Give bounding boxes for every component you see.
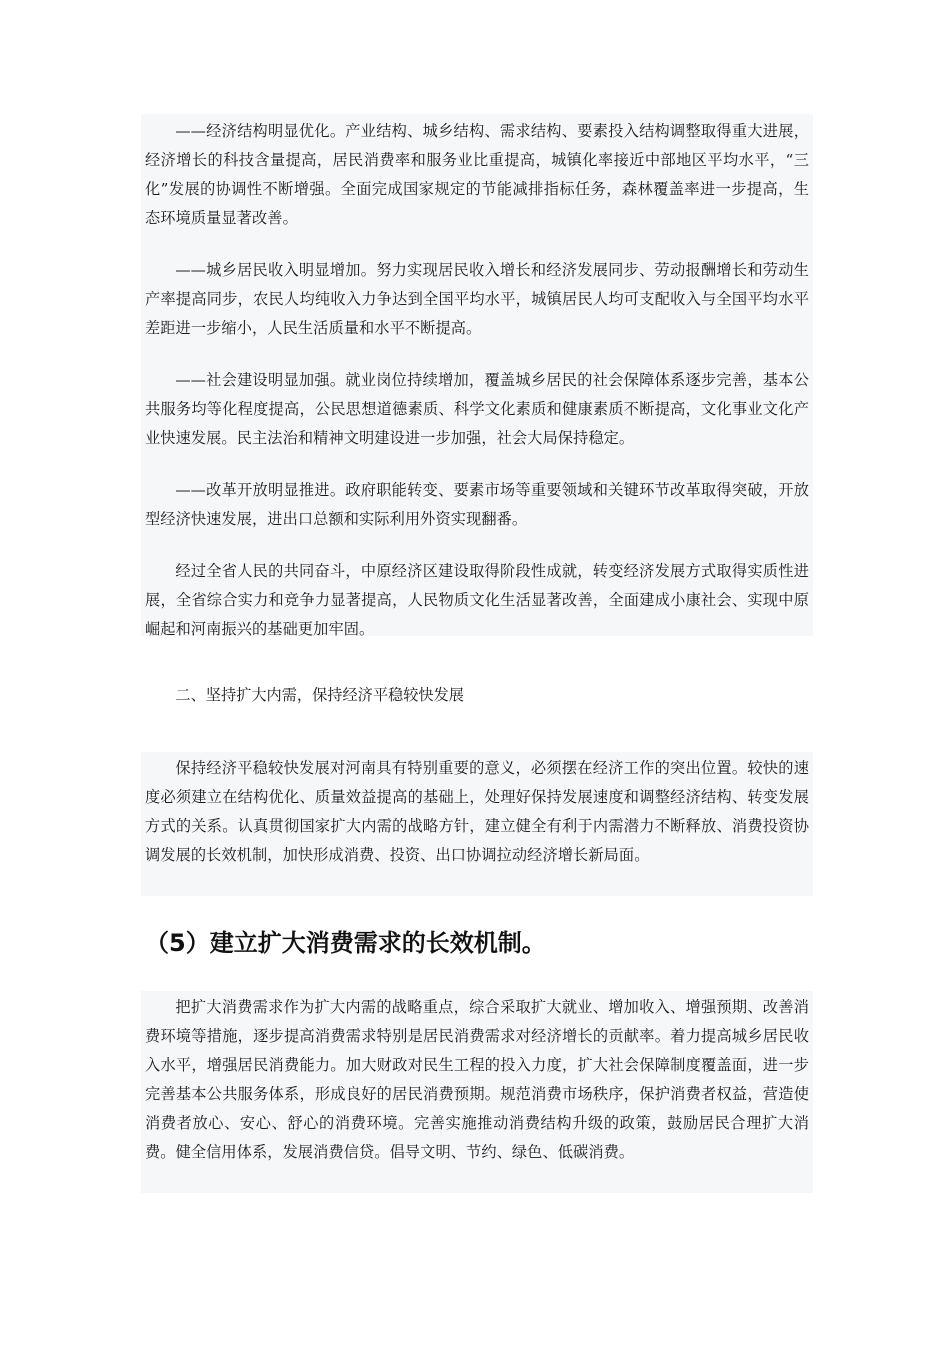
paragraph-social-construction: ——社会建设明显加强。就业岗位持续增加，覆盖城乡居民的社会保障体系逐步完善，基本公共服务均等化程度提高，公民思想道德素质、科学文化素质和健康素质不断提高，文化事业文化产业快速发展。民主法治和精神文明建设进一步加强，社会大局保持稳定。 xyxy=(145,371,809,447)
sub-heading-consumption: （5）建立扩大消费需求的长效机制。 xyxy=(145,929,546,957)
paragraph-summary: 经过全省人民的共同奋斗，中原经济区建设取得阶段性成就，转变经济发展方式取得实质性进展，全省综合实力和竞争力显著提高，人民物质文化生活显著改善，全面建成小康社会、实现中原崛起和河南振兴的基础更加牢固。 xyxy=(145,562,809,638)
paragraph-income-increase: ——城乡居民收入明显增加。努力实现居民收入增长和经济发展同步、劳动报酬增长和劳动生产率提高同步，农民人均纯收入力争达到全国平均水平，城镇居民人均可支配收入与全国平均水平差距进一步缩小，人民生活质量和水平不断提高。 xyxy=(145,261,809,337)
paragraph-reform-opening: ——改革开放明显推进。政府职能转变、要素市场等重要领域和关键环节改革取得突破，开放型经济快速发展，进出口总额和实际利用外资实现翻番。 xyxy=(145,481,809,528)
section-heading: 二、坚持扩大内需，保持经济平稳较快发展 xyxy=(175,686,464,704)
paragraph-economic-structure: ——经济结构明显优化。产业结构、城乡结构、需求结构、要素投入结构调整取得重大进展，经济增长的科技含量提高，居民消费率和服务业比重提高，城镇化率接近中部地区平均水平，“三化”发展的协调性不断增强。全面完成国家规定的节能减排指标任务，森林覆盖率进一步提高，生态环境质量显著改善。 xyxy=(145,122,809,227)
paragraph-consumption-mechanism: 把扩大消费需求作为扩大内需的战略重点，综合采取扩大就业、增加收入、增强预期、改善消费环境等措施，逐步提高消费需求特别是居民消费需求对经济增长的贡献率。着力提高城乡居民收入水平，增强居民消费能力。加大财政对民生工程的投入力度，扩大社会保障制度覆盖面，进一步完善基本公共服务体系，形成良好的居民消费预期。规范消费市场秩序，保护消费者权益，营造使消费者放心、安心、舒心的消费环境。完善实施推动消费结构升级的政策，鼓励居民合理扩大消费。健全信用体系，发展消费信贷。倡导文明、节约、绿色、低碳消费。 xyxy=(145,998,809,1161)
paragraph-domestic-demand: 保持经济平稳较快发展对河南具有特别重要的意义，必须摆在经济工作的突出位置。较快的速度必须建立在结构优化、质量效益提高的基础上，处理好保持发展速度和调整经济结构、转变发展方式的关系。认真贯彻国家扩大内需的战略方针，建立健全有利于内需潜力不断释放、消费投资协调发展的长效机制，加快形成消费、投资、出口协调拉动经济增长新局面。 xyxy=(145,759,809,864)
